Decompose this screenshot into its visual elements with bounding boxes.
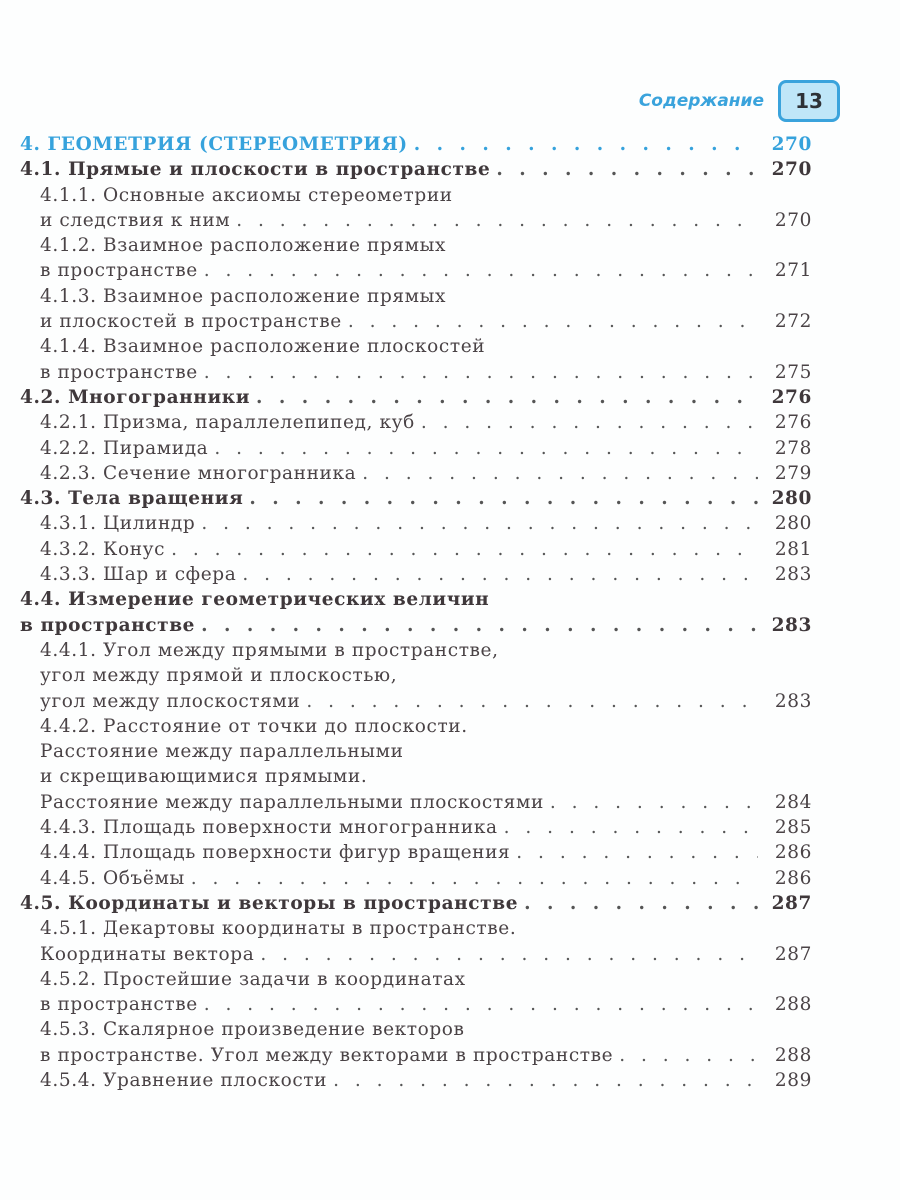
toc-page-number: 270	[774, 209, 812, 231]
dot-leader	[524, 891, 758, 916]
toc-entry	[20, 1068, 812, 1093]
toc-entry	[20, 866, 812, 891]
toc-page-number: 270	[771, 134, 812, 155]
toc-entry-title: 4. ГЕОМЕТРИЯ (СТЕРЕОМЕТРИЯ)	[20, 134, 408, 155]
toc-entry	[20, 942, 812, 967]
toc-page-number: 283	[771, 614, 812, 636]
toc-entry	[20, 537, 812, 562]
toc-entry	[20, 360, 812, 385]
toc-entry-line	[20, 967, 812, 992]
toc-entry-line	[20, 587, 812, 612]
toc-entry-line	[20, 638, 812, 663]
toc-entry-title: Расстояние между параллельными	[40, 741, 404, 763]
toc-entry	[20, 613, 812, 638]
dot-leader	[333, 1068, 758, 1093]
toc-page-number: 288	[774, 1044, 812, 1066]
toc-page-number: 279	[774, 462, 812, 484]
toc-entry-title: 4.4.2. Расстояние от точки до плоскости.	[40, 715, 468, 737]
dot-leader	[306, 689, 758, 714]
toc-entry-line	[20, 284, 812, 309]
toc-entry-title: в пространстве	[20, 614, 196, 636]
toc-entry-title: 4.3. Тела вращения	[20, 488, 244, 510]
dot-leader	[619, 1043, 758, 1068]
dot-leader	[236, 208, 758, 233]
toc-page-number: 280	[771, 488, 812, 510]
toc-page-number: 284	[774, 791, 812, 813]
toc-entry	[20, 1043, 812, 1068]
toc-entry-title: 4.1. Прямые и плоскости в пространстве	[20, 159, 491, 181]
toc-entry	[20, 208, 812, 233]
toc-entry-title: 4.1.4. Взаимное расположение плоскостей	[40, 336, 486, 358]
toc-entry-line	[20, 739, 812, 764]
dot-leader	[204, 992, 758, 1017]
toc-page-number: 286	[774, 867, 812, 889]
dot-leader	[214, 436, 758, 461]
dot-leader	[414, 132, 758, 157]
dot-leader	[421, 410, 758, 435]
toc-entry-title: Расстояние между параллельными плоскостями	[40, 791, 544, 813]
toc-entry	[20, 790, 812, 815]
toc-entry	[20, 410, 812, 435]
toc-entry-title: 4.1.1. Основные аксиомы стереометрии	[40, 184, 453, 206]
dot-leader	[204, 258, 758, 283]
toc-page-number: 285	[774, 817, 812, 839]
dot-leader	[249, 486, 758, 511]
toc-entry-line	[20, 334, 812, 359]
toc-entry-title: 4.5.2. Простейшие задачи в координатах	[40, 968, 466, 990]
toc-entry-title: 4.4.3. Площадь поверхности многогранника	[40, 817, 498, 839]
toc-entry	[20, 992, 812, 1017]
dot-leader	[496, 157, 758, 182]
toc-page-number: 275	[774, 361, 812, 383]
dot-leader	[550, 790, 758, 815]
toc-entry	[20, 840, 812, 865]
dot-leader	[191, 866, 758, 891]
toc-entry-title: 4.2. Многогранники	[20, 386, 251, 408]
toc-entry-title: в пространстве	[40, 361, 198, 383]
toc-entry	[20, 486, 812, 511]
dot-leader	[504, 815, 758, 840]
toc-entry-title: 4.1.3. Взаимное расположение прямых	[40, 285, 447, 307]
toc-page-number: 281	[774, 538, 812, 560]
toc-page-number: 276	[771, 386, 812, 408]
dot-leader	[348, 309, 758, 334]
toc-entry-title: и следствия к ним	[40, 209, 231, 231]
toc-entry	[20, 562, 812, 587]
toc-entry-title: 4.3.2. Конус	[40, 538, 166, 560]
toc-entry-line	[20, 233, 812, 258]
toc-entry-title: 4.4.4. Площадь поверхности фигур вращения	[40, 842, 511, 864]
toc-page-number: 271	[774, 260, 812, 282]
header-title: Содержание	[638, 91, 764, 111]
toc-page-number: 283	[774, 690, 812, 712]
toc-entry-title: угол между плоскостями	[40, 690, 301, 712]
toc-entry-line	[20, 1017, 812, 1042]
toc-entry-title: 4.4. Измерение геометрических величин	[20, 589, 490, 611]
toc-page-number: 287	[771, 892, 812, 914]
page-header	[639, 80, 840, 122]
toc-entry-line	[20, 714, 812, 739]
toc-entry-title: 4.2.2. Пирамида	[40, 437, 209, 459]
toc-page-number: 286	[774, 842, 812, 864]
dot-leader	[242, 562, 758, 587]
toc-page-number: 283	[774, 564, 812, 586]
toc-entry-title: и скрещивающимися прямыми.	[40, 766, 368, 788]
toc-entry-line	[20, 663, 812, 688]
toc-page-number: 278	[774, 437, 812, 459]
toc-entry-title: 4.5.1. Декартовы координаты в пространстве.	[40, 918, 517, 940]
toc-entry-title: 4.4.1. Угол между прямыми в пространстве,	[40, 639, 499, 661]
toc-entry-title: 4.1.2. Взаимное расположение прямых	[40, 235, 447, 257]
toc-entry-line	[20, 764, 812, 789]
toc-entry-title: 4.5.4. Уравнение плоскости	[40, 1069, 328, 1091]
toc-entry-title: в пространстве. Угол между векторами в пространстве	[40, 1044, 614, 1066]
toc-entry-title: Координаты вектора	[40, 943, 255, 965]
toc-entry-title: 4.3.1. Цилиндр	[40, 513, 196, 535]
toc-page-number: 280	[774, 513, 812, 535]
toc-entry	[20, 385, 812, 410]
dot-leader	[362, 461, 758, 486]
toc-page-number: 289	[774, 1069, 812, 1091]
dot-leader	[260, 942, 758, 967]
toc-page-number: 276	[774, 412, 812, 434]
page-number-badge: 13	[778, 80, 840, 122]
toc-entry	[20, 461, 812, 486]
toc-entry	[20, 511, 812, 536]
toc-entry	[20, 258, 812, 283]
toc-page-number: 270	[771, 159, 812, 181]
toc-entry-title: 4.2.1. Призма, параллелепипед, куб	[40, 412, 415, 434]
toc-entry	[20, 815, 812, 840]
toc-entry	[20, 132, 812, 157]
toc-page-number: 287	[774, 943, 812, 965]
toc-entry	[20, 891, 812, 916]
toc-entry	[20, 157, 812, 182]
toc-entry-title: 4.2.3. Сечение многогранника	[40, 462, 357, 484]
toc-entry	[20, 309, 812, 334]
toc-entry-title: угол между прямой и плоскостью,	[40, 665, 398, 687]
dot-leader	[204, 360, 758, 385]
dot-leader	[201, 511, 758, 536]
toc-entry-title: 4.5.3. Скалярное произведение векторов	[40, 1019, 465, 1041]
toc-entry-title: 4.3.3. Шар и сфера	[40, 564, 237, 586]
dot-leader	[256, 385, 758, 410]
toc-entry-line	[20, 183, 812, 208]
toc-page-number: 272	[774, 311, 812, 333]
toc-entry-title: в пространстве	[40, 994, 198, 1016]
dot-leader	[171, 537, 758, 562]
dot-leader	[201, 613, 758, 638]
toc-entry-title: 4.5. Координаты и векторы в пространстве	[20, 892, 519, 914]
dot-leader	[516, 840, 758, 865]
toc-entry-line	[20, 916, 812, 941]
toc-entry-title: в пространстве	[40, 260, 198, 282]
table-of-contents	[20, 132, 812, 1093]
toc-entry-title: 4.4.5. Объёмы	[40, 867, 185, 889]
toc-entry	[20, 436, 812, 461]
toc-entry	[20, 689, 812, 714]
toc-page-number: 288	[774, 994, 812, 1016]
toc-entry-title: и плоскостей в пространстве	[40, 311, 342, 333]
